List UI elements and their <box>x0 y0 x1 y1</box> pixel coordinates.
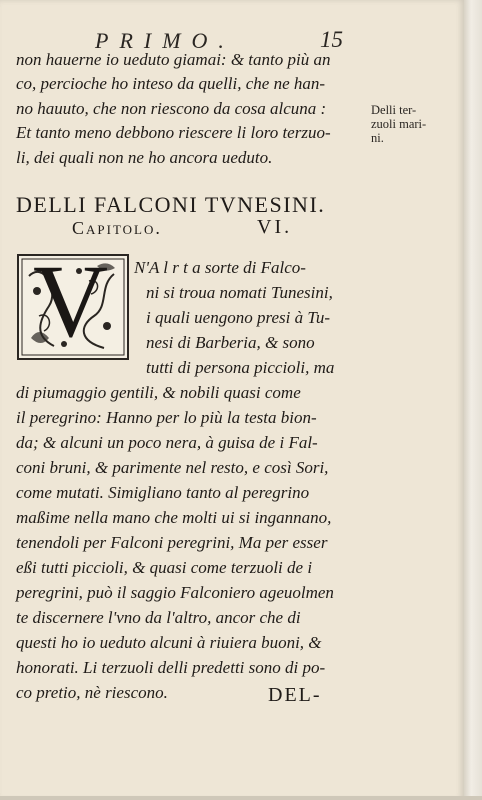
text-line: te discernere l'vno da l'altro, ancor che di <box>16 608 301 627</box>
page-bottom-edge <box>0 796 482 800</box>
page-number: 15 <box>320 27 343 52</box>
text-line: il peregrino: Hanno per lo più la testa bion- <box>16 408 317 427</box>
page-edge <box>464 0 482 800</box>
text-line: di piumaggio gentili, & nobili quasi come <box>16 383 301 402</box>
text-line: ni si troua nomati Tunesini, <box>146 283 333 302</box>
text-line: Et tanto meno debbono riescere li loro terzuo- <box>16 123 331 142</box>
text-line: N'A l r t a sorte di Falco- <box>134 258 306 277</box>
running-title: PRIMO. <box>95 28 235 53</box>
text-line: tenendoli per Falconi peregrini, Ma per esser <box>16 533 328 552</box>
text-line: nesi di Barberia, & sono <box>146 333 315 352</box>
text-line: come mutati. Simigliano tanto al peregrino <box>16 483 310 502</box>
text-line: peregrini, può il saggio Falconiero ageuolmen <box>16 583 334 602</box>
initial-letter: V <box>33 244 109 359</box>
text-line: co, percioche ho inteso da quelli, che ne han- <box>16 74 326 93</box>
chapter-number: VI. <box>257 216 293 238</box>
text-line: tutti di persona piccioli, ma <box>146 358 335 377</box>
text-line: eßi tutti piccioli, & quasi come terzuoli de i <box>16 558 313 577</box>
margin-note-line: ni. <box>371 131 384 145</box>
text-line: co pretio, nè riescono. <box>16 683 168 702</box>
text-line: da; & alcuni un poco nera, à guisa de i Fal- <box>16 433 318 452</box>
text-line: questi ho io ueduto alcuni à riuiera buoni, & <box>16 633 322 652</box>
text-line: honorati. Li terzuoli delli predetti sono di po- <box>16 658 326 677</box>
text-line: coni bruni, & parimente nel resto, e così Sori, <box>16 458 329 477</box>
catchword: DEL- <box>268 684 322 706</box>
text-line: maßime nella mano che molti ui si ingannano, <box>16 508 332 527</box>
margin-note-line: Delli ter- <box>371 103 417 117</box>
chapter-title: DELLI FALCONI TVNESINI. <box>16 192 326 217</box>
margin-note-line: zuoli mari- <box>371 117 427 131</box>
text-line: i quali uengono presi à Tu- <box>146 308 331 327</box>
text-line: li, dei quali non ne ho ancora ueduto. <box>16 148 273 167</box>
text-line: non hauerne io ueduto giamai: & tanto più an <box>16 50 331 69</box>
decorated-initial <box>17 244 129 360</box>
text-line: no hauuto, che non riescono da cosa alcuna : <box>16 99 327 118</box>
chapter-label: Capitolo. <box>72 218 162 238</box>
